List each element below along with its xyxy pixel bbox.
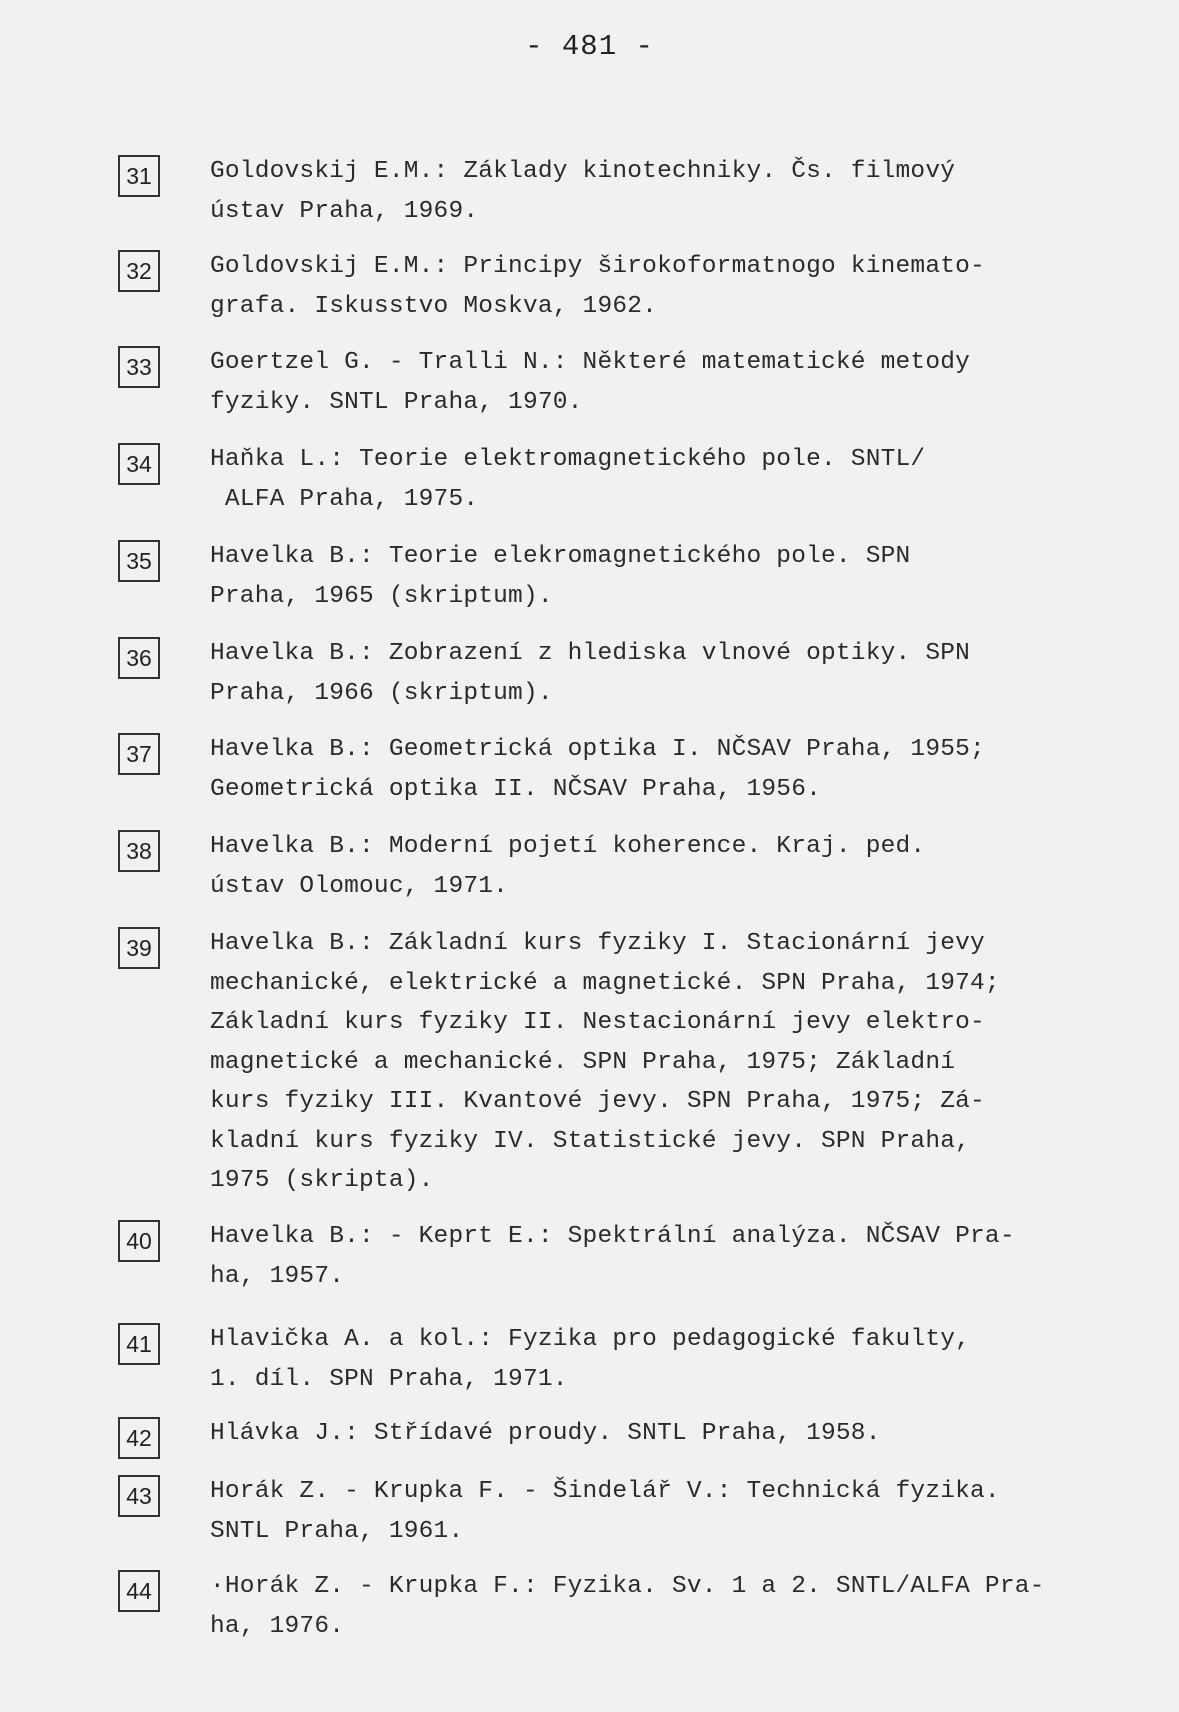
reference-text: [210, 343, 1130, 422]
reference-line: ALFA Praha, 1975.: [210, 485, 479, 513]
reference-line: ·Horák Z. - Krupka F.: Fyzika. Sv. 1 a 2. SNTL/ALFA Pra-: [210, 1573, 1045, 1600]
reference-line: ústav Praha, 1969.: [210, 197, 479, 225]
reference-line: kladní kurs fyziky IV. Statistické jevy. SPN Praha,: [210, 1127, 971, 1155]
reference-line: fyziky. SNTL Praha, 1970.: [210, 388, 583, 416]
reference-line: ha, 1976.: [210, 1612, 345, 1640]
reference-number: 32: [118, 250, 160, 292]
reference-line: Havelka B.: Geometrická optika I. NČSAV Praha, 1955;: [210, 736, 985, 763]
reference-number: 42: [118, 1417, 160, 1459]
reference-line: Geometrická optika II. NČSAV Praha, 1956.: [210, 775, 821, 803]
reference-line: Základní kurs fyziky II. Nestacionární jevy elektro-: [210, 1009, 985, 1036]
reference-line: Hlavička A. a kol.: Fyzika pro pedagogické fakulty,: [210, 1326, 971, 1353]
reference-text: [210, 924, 1130, 1201]
reference-text: [210, 827, 1130, 906]
reference-number: 34: [118, 443, 160, 485]
reference-line: kurs fyziky III. Kvantové jevy. SPN Praha, 1975; Zá-: [210, 1088, 985, 1115]
reference-text: [210, 247, 1130, 326]
reference-text: [210, 440, 1130, 519]
reference-number: 43: [118, 1475, 160, 1517]
reference-number: 44: [118, 1570, 160, 1612]
reference-number: 38: [118, 830, 160, 872]
reference-text: [210, 1414, 1130, 1454]
reference-line: Havelka B.: - Keprt E.: Spektrální analýza. NČSAV Pra-: [210, 1223, 1015, 1250]
reference-number: 37: [118, 733, 160, 775]
reference-text: [210, 537, 1130, 616]
reference-line: Havelka B.: Zobrazení z hlediska vlnové optiky. SPN: [210, 640, 971, 667]
reference-line: ha, 1957.: [210, 1262, 345, 1290]
reference-line: Havelka B.: Teorie elekromagnetického pole. SPN: [210, 543, 911, 570]
reference-line: 1975 (skripta).: [210, 1167, 434, 1194]
reference-line: 1. díl. SPN Praha, 1971.: [210, 1365, 568, 1393]
reference-number: 31: [118, 155, 160, 197]
reference-line: Goldovskij E.M.: Principy širokoformatnogo kinemato-: [210, 253, 985, 280]
reference-text: [210, 1567, 1130, 1646]
reference-line: Havelka B.: Moderní pojetí koherence. Kraj. ped.: [210, 833, 926, 860]
reference-text: [210, 152, 1130, 231]
reference-line: grafa. Iskusstvo Moskva, 1962.: [210, 292, 658, 320]
reference-line: magnetické a mechanické. SPN Praha, 1975; Základní: [210, 1048, 956, 1076]
reference-text: [210, 1217, 1130, 1296]
reference-text: [210, 1320, 1130, 1399]
reference-number: 41: [118, 1323, 160, 1365]
reference-number: 39: [118, 927, 160, 969]
reference-line: Horák Z. - Krupka F. - Šindelář V.: Technická fyzika.: [210, 1478, 1000, 1505]
reference-text: [210, 1472, 1130, 1551]
reference-number: 35: [118, 540, 160, 582]
page-number: - 481 -: [525, 30, 654, 63]
reference-line: Praha, 1965 (skriptum).: [210, 582, 553, 610]
reference-line: ústav Olomouc, 1971.: [210, 872, 509, 900]
reference-text: [210, 730, 1130, 809]
reference-line: Praha, 1966 (skriptum).: [210, 679, 553, 707]
reference-line: Haňka L.: Teorie elektromagnetického pole. SNTL/: [210, 446, 926, 473]
reference-line: Goertzel G. - Tralli N.: Některé matematické metody: [210, 349, 971, 376]
reference-line: Goldovskij E.M.: Základy kinotechniky. Čs. filmový: [210, 158, 956, 185]
reference-number: 40: [118, 1220, 160, 1262]
reference-line: Havelka B.: Základní kurs fyziky I. Stacionární jevy: [210, 930, 985, 957]
reference-number: 36: [118, 637, 160, 679]
reference-line: SNTL Praha, 1961.: [210, 1517, 464, 1545]
reference-number: 33: [118, 346, 160, 388]
reference-line: Hlávka J.: Střídavé proudy. SNTL Praha, 1958.: [210, 1420, 881, 1447]
reference-line: mechanické, elektrické a magnetické. SPN Praha, 1974;: [210, 969, 1000, 997]
reference-text: [210, 634, 1130, 713]
